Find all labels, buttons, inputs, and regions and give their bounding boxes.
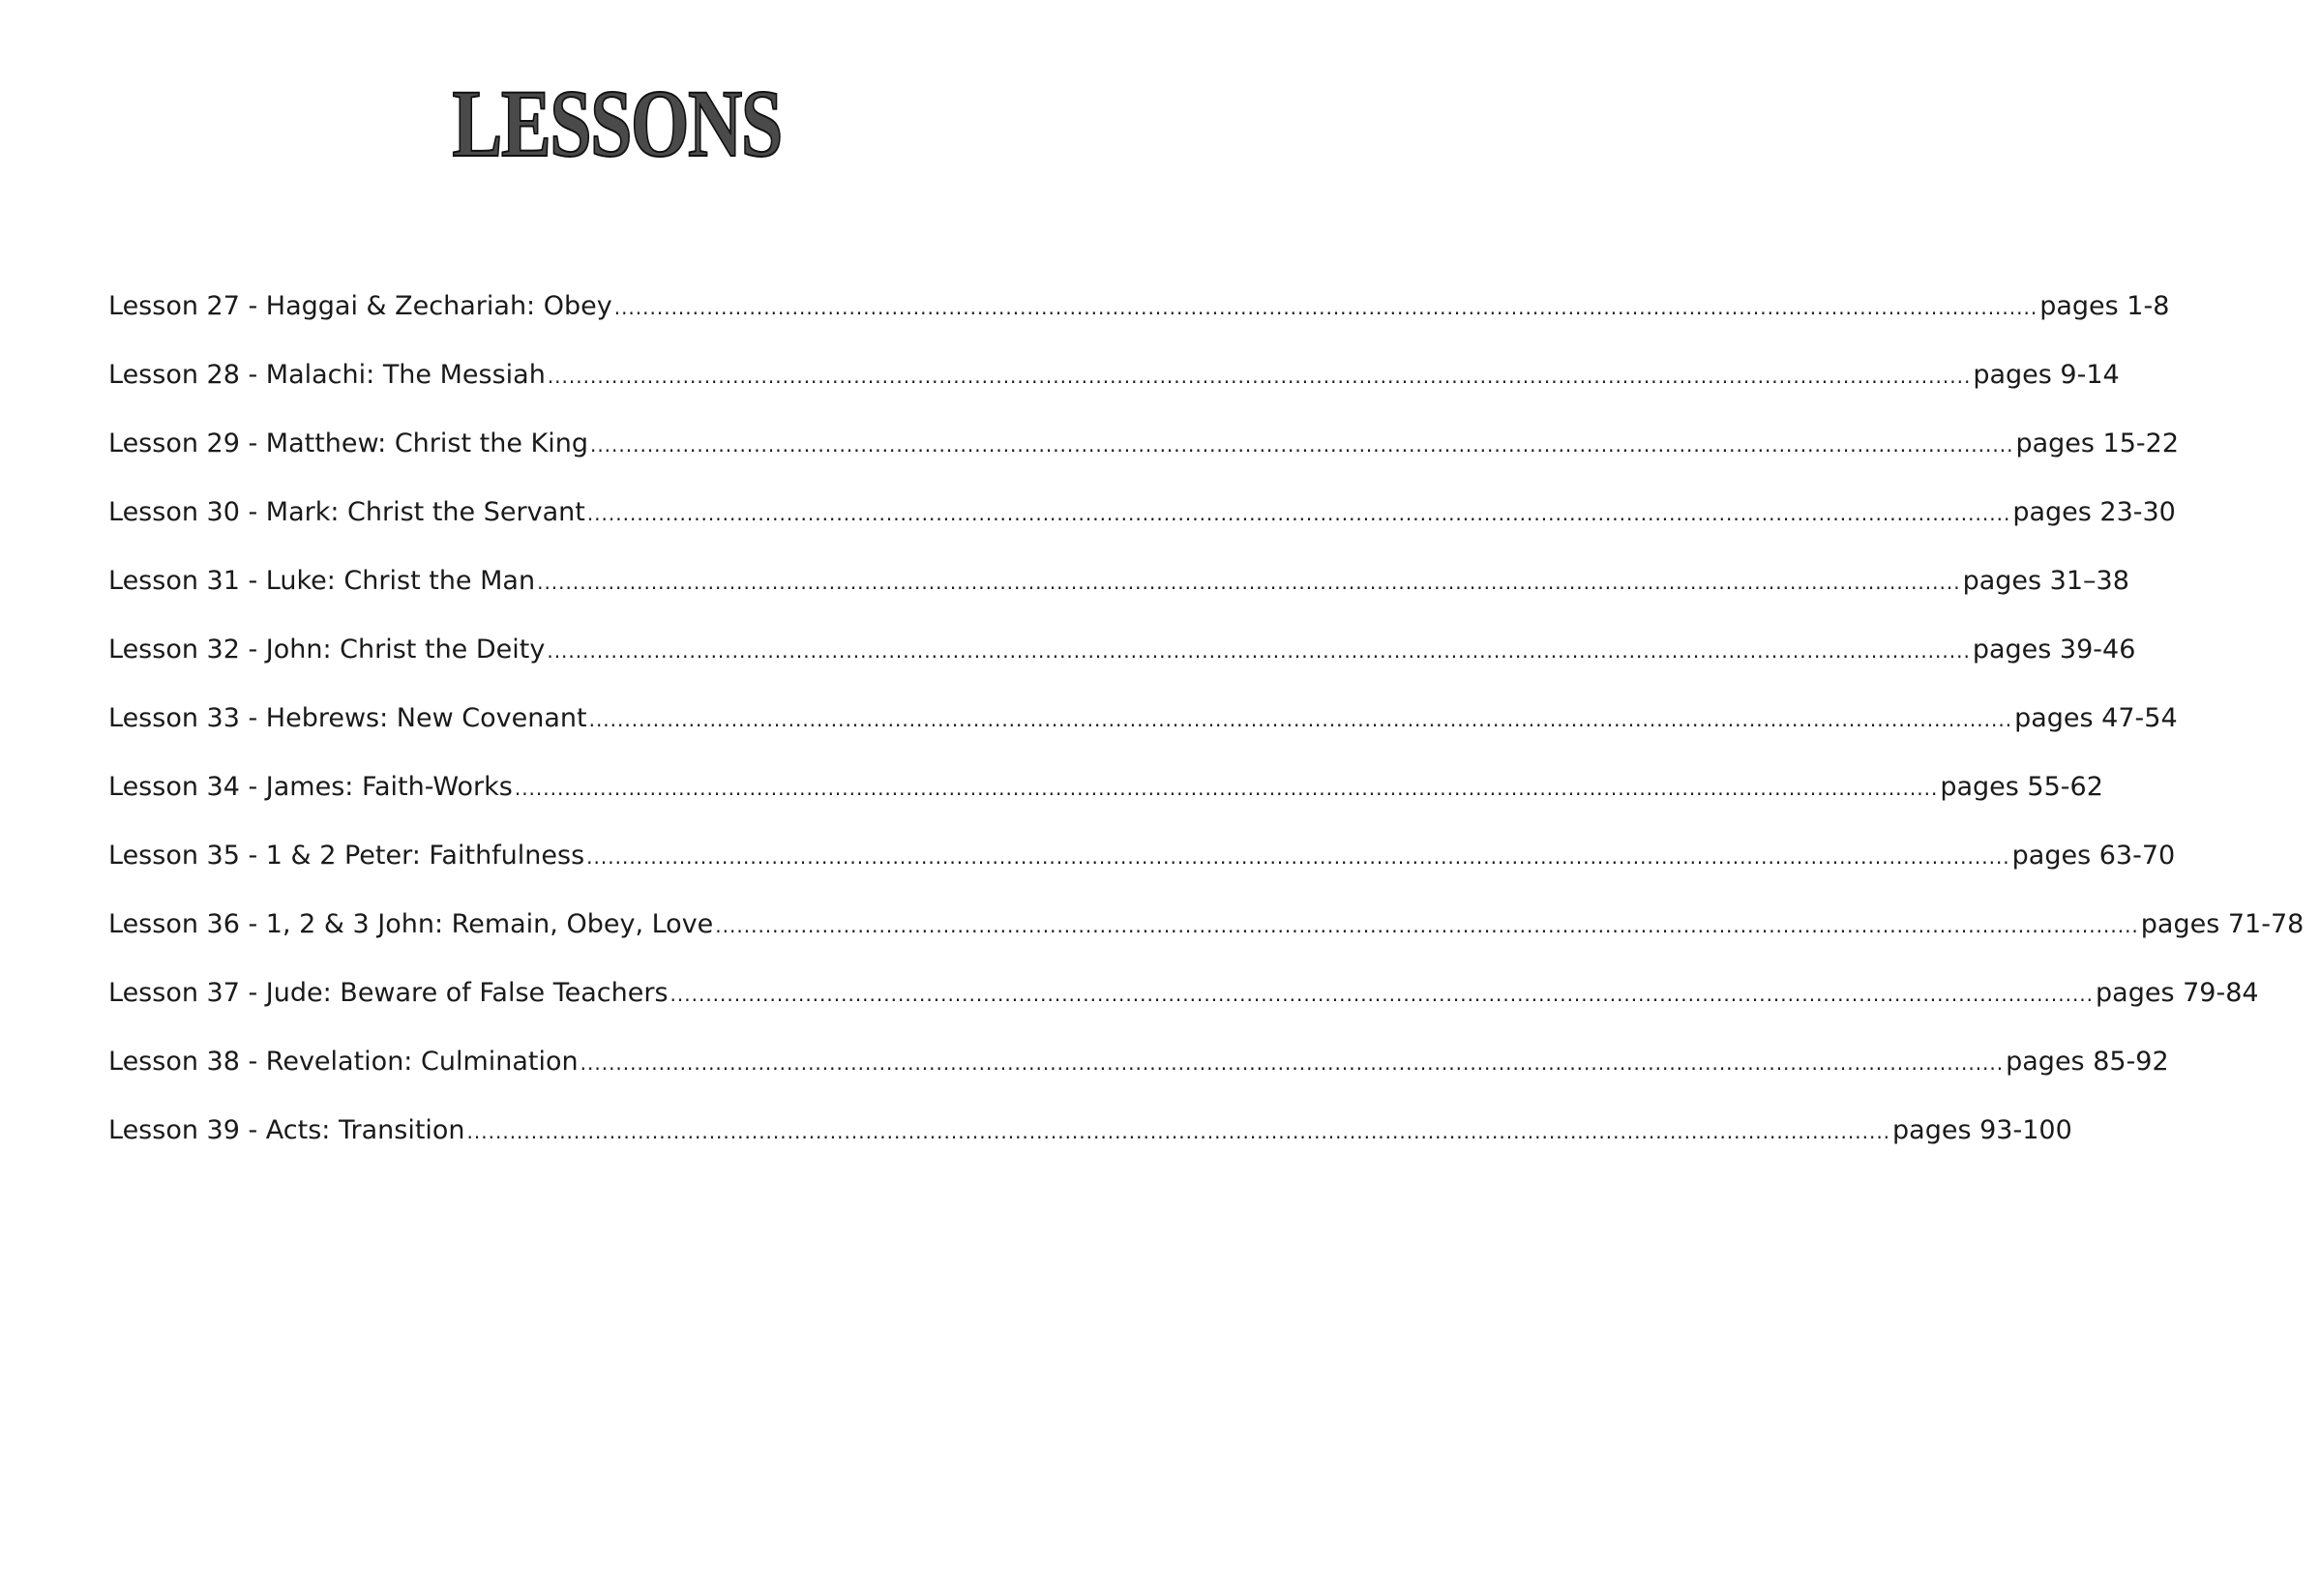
dot-leader: ........................................................................................................................................................................................................	[586, 845, 2010, 869]
toc-entry-pages: pages 9-14	[1973, 360, 2120, 390]
dot-leader: ........................................................................................................................................................................................................	[537, 571, 1961, 594]
toc-entry-title: Lesson 29 - Matthew: Christ the King	[108, 429, 588, 458]
toc-entry-pages: pages 55-62	[1940, 772, 2103, 802]
dot-leader: ........................................................................................................................................................................................................	[580, 1051, 2005, 1075]
dot-leader: ........................................................................................................................................................................................................	[586, 502, 2011, 525]
toc-entry-pages: pages 39-46	[1972, 635, 2136, 665]
table-of-contents	[108, 290, 2305, 1183]
toc-entry-title: Lesson 31 - Luke: Christ the Man	[108, 566, 536, 596]
dot-leader: ........................................................................................................................................................................................................	[588, 708, 2013, 731]
toc-entry-lesson-37[interactable]	[108, 977, 2259, 1046]
dot-leader: ........................................................................................................................................................................................................	[514, 777, 1939, 800]
toc-entry-lesson-34[interactable]	[108, 771, 2103, 840]
dot-leader: ........................................................................................................................................................................................................	[547, 639, 1971, 663]
dot-leader: ........................................................................................................................................................................................................	[715, 914, 2139, 937]
toc-entry-title: Lesson 36 - 1, 2 & 3 John: Remain, Obey, Love	[108, 909, 714, 939]
toc-entry-pages: pages 15-22	[2015, 429, 2179, 458]
toc-entry-title: Lesson 33 - Hebrews: New Covenant	[108, 703, 587, 733]
toc-entry-lesson-28[interactable]	[108, 359, 2120, 428]
toc-entry-title: Lesson 38 - Revelation: Culmination	[108, 1047, 579, 1077]
toc-entry-title: Lesson 39 - Acts: Transition	[108, 1115, 465, 1145]
toc-entry-lesson-31[interactable]	[108, 565, 2129, 634]
toc-entry-pages: pages 79-84	[2096, 978, 2259, 1008]
toc-entry-lesson-35[interactable]	[108, 840, 2176, 908]
toc-entry-pages: pages 63-70	[2011, 841, 2176, 871]
toc-entry-title: Lesson 27 - Haggai & Zechariah: Obey	[108, 291, 612, 321]
toc-entry-title: Lesson 37 - Jude: Beware of False Teachers	[108, 978, 669, 1008]
toc-entry-lesson-32[interactable]	[108, 634, 2136, 702]
dot-leader: ........................................................................................................................................................................................................	[589, 433, 2014, 457]
toc-entry-lesson-29[interactable]	[108, 428, 2179, 496]
toc-entry-title: Lesson 34 - James: Faith-Works	[108, 772, 513, 802]
toc-entry-pages: pages 93-100	[1892, 1115, 2072, 1145]
toc-entry-title: Lesson 28 - Malachi: The Messiah	[108, 360, 546, 390]
dot-leader: ........................................................................................................................................................................................................	[466, 1120, 1891, 1143]
toc-entry-pages: pages 23-30	[2012, 497, 2176, 527]
dot-leader: ........................................................................................................................................................................................................	[669, 983, 2095, 1006]
toc-entry-lesson-33[interactable]	[108, 702, 2178, 771]
toc-entry-lesson-27[interactable]	[108, 290, 2170, 359]
toc-entry-pages: pages 71-78	[2140, 909, 2305, 939]
toc-entry-title: Lesson 30 - Mark: Christ the Servant	[108, 497, 585, 527]
toc-entry-title: Lesson 35 - 1 & 2 Peter: Faithfulness	[108, 841, 585, 871]
page-title: LESSONS	[452, 70, 782, 177]
toc-entry-lesson-36[interactable]	[108, 908, 2305, 977]
toc-entry-lesson-30[interactable]	[108, 496, 2176, 565]
toc-entry-lesson-38[interactable]	[108, 1046, 2169, 1114]
dot-leader: ........................................................................................................................................................................................................	[547, 365, 1972, 388]
toc-entry-pages: pages 1-8	[2039, 291, 2170, 321]
dot-leader: ........................................................................................................................................................................................................	[613, 296, 2038, 319]
toc-entry-pages: pages 85-92	[2006, 1047, 2169, 1077]
toc-entry-pages: pages 31–38	[1962, 566, 2129, 596]
toc-entry-pages: pages 47-54	[2014, 703, 2178, 733]
toc-entry-lesson-39[interactable]	[108, 1114, 2072, 1183]
toc-entry-title: Lesson 32 - John: Christ the Deity	[108, 635, 546, 665]
